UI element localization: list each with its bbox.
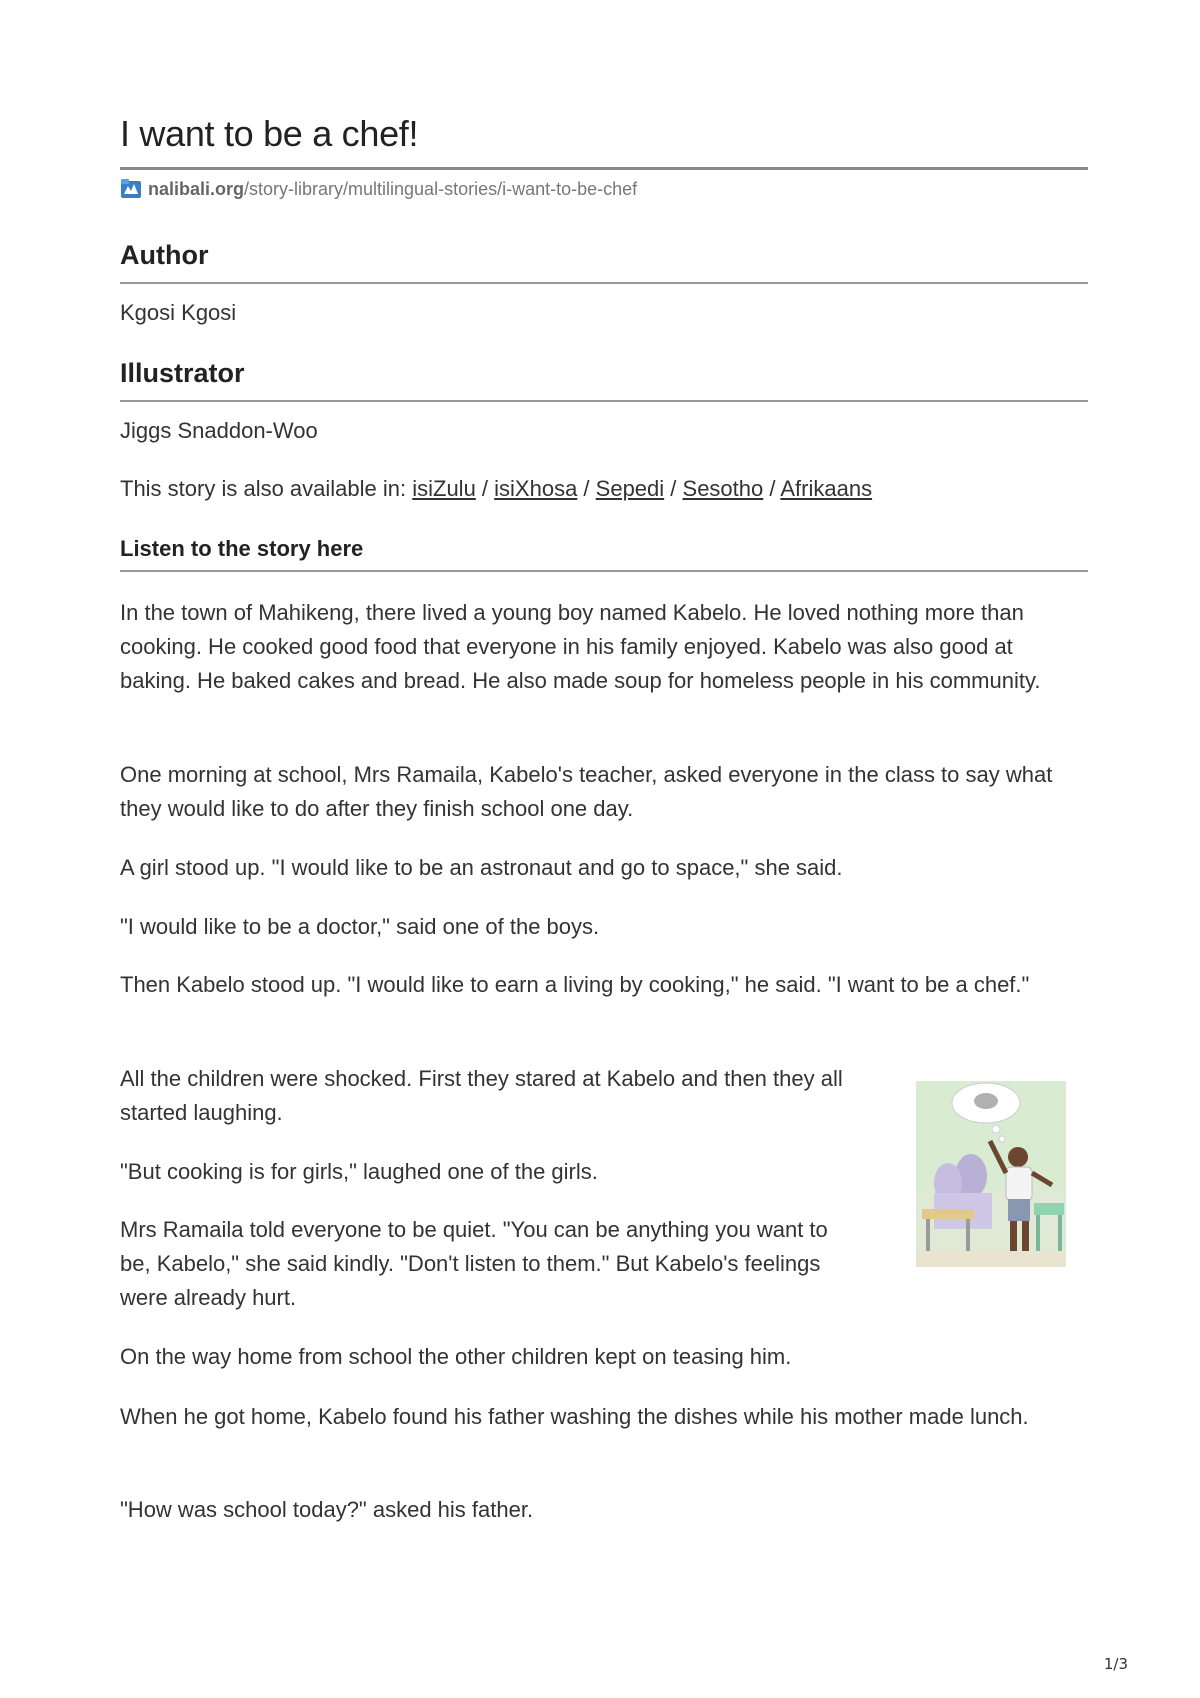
- author-name: Kgosi Kgosi: [120, 300, 237, 325]
- source-url[interactable]: [120, 178, 637, 200]
- story-paragraph: Then Kabelo stood up. "I would like to earn a living by cooking," he said. "I want to be a chef.": [120, 972, 1030, 997]
- story-paragraph: "I would like to be a doctor," said one of the boys.: [120, 914, 600, 939]
- available-languages: This story is also available in: isiZulu / isiXhosa / Sepedi / Sesotho / Afrikaans: [120, 476, 873, 501]
- source-path[interactable]: /story-library/multilingual-stories/i-want-to-be-chef: [244, 178, 638, 199]
- site-logo-icon: [120, 178, 142, 200]
- page-title: I want to be a chef!: [120, 113, 419, 154]
- language-link-sepedi[interactable]: Sepedi: [595, 476, 665, 501]
- title-divider: [120, 167, 1088, 170]
- illustrator-heading: Illustrator: [120, 358, 245, 388]
- language-link-isizulu[interactable]: isiZulu: [412, 476, 476, 501]
- author-divider: [120, 282, 1088, 284]
- languages-intro: This story is also available in:: [120, 476, 413, 501]
- story-paragraph: One morning at school, Mrs Ramaila, Kabelo's teacher, asked everyone in the class to say what they would like to do after they finish school one day.: [120, 762, 1053, 821]
- story-paragraph: In the town of Mahikeng, there lived a young boy named Kabelo. He loved nothing more than cooking. He cooked good food that everyone in his family enjoyed. Kabelo was also good at baking. He baked cakes and bread. He also made soup for homeless people in his community.: [120, 600, 1041, 693]
- story-paragraph: All the children were shocked. First they stared at Kabelo and then they all started laughing.: [120, 1066, 843, 1125]
- language-link-sesotho[interactable]: Sesotho: [682, 476, 764, 501]
- story-paragraph: On the way home from school the other children kept on teasing him.: [120, 1344, 792, 1369]
- language-link-afrikaans[interactable]: Afrikaans: [780, 476, 873, 501]
- page-number: 1/3: [1103, 1655, 1128, 1673]
- story-paragraph: Mrs Ramaila told everyone to be quiet. "You can be anything you want to be, Kabelo," she said kindly. "Don't listen to them." But Kabelo's feelings were already hurt.: [120, 1217, 828, 1310]
- illustrator-name: Jiggs Snaddon-Woo: [120, 418, 318, 443]
- illustrator-divider: [120, 400, 1088, 402]
- story-paragraph: A girl stood up. "I would like to be an astronaut and go to space," she said.: [120, 855, 843, 880]
- source-site[interactable]: nalibali.org: [148, 178, 245, 199]
- story-paragraph: When he got home, Kabelo found his father washing the dishes while his mother made lunch.: [120, 1404, 1029, 1429]
- story-paragraph: "How was school today?" asked his father.: [120, 1497, 534, 1522]
- listen-heading: Listen to the story here: [120, 536, 364, 561]
- story-illustration: [916, 1081, 1066, 1267]
- listen-divider: [120, 570, 1088, 572]
- story-paragraph: "But cooking is for girls," laughed one of the girls.: [120, 1159, 598, 1184]
- author-heading: Author: [120, 240, 209, 270]
- language-link-isixhosa[interactable]: isiXhosa: [494, 476, 578, 501]
